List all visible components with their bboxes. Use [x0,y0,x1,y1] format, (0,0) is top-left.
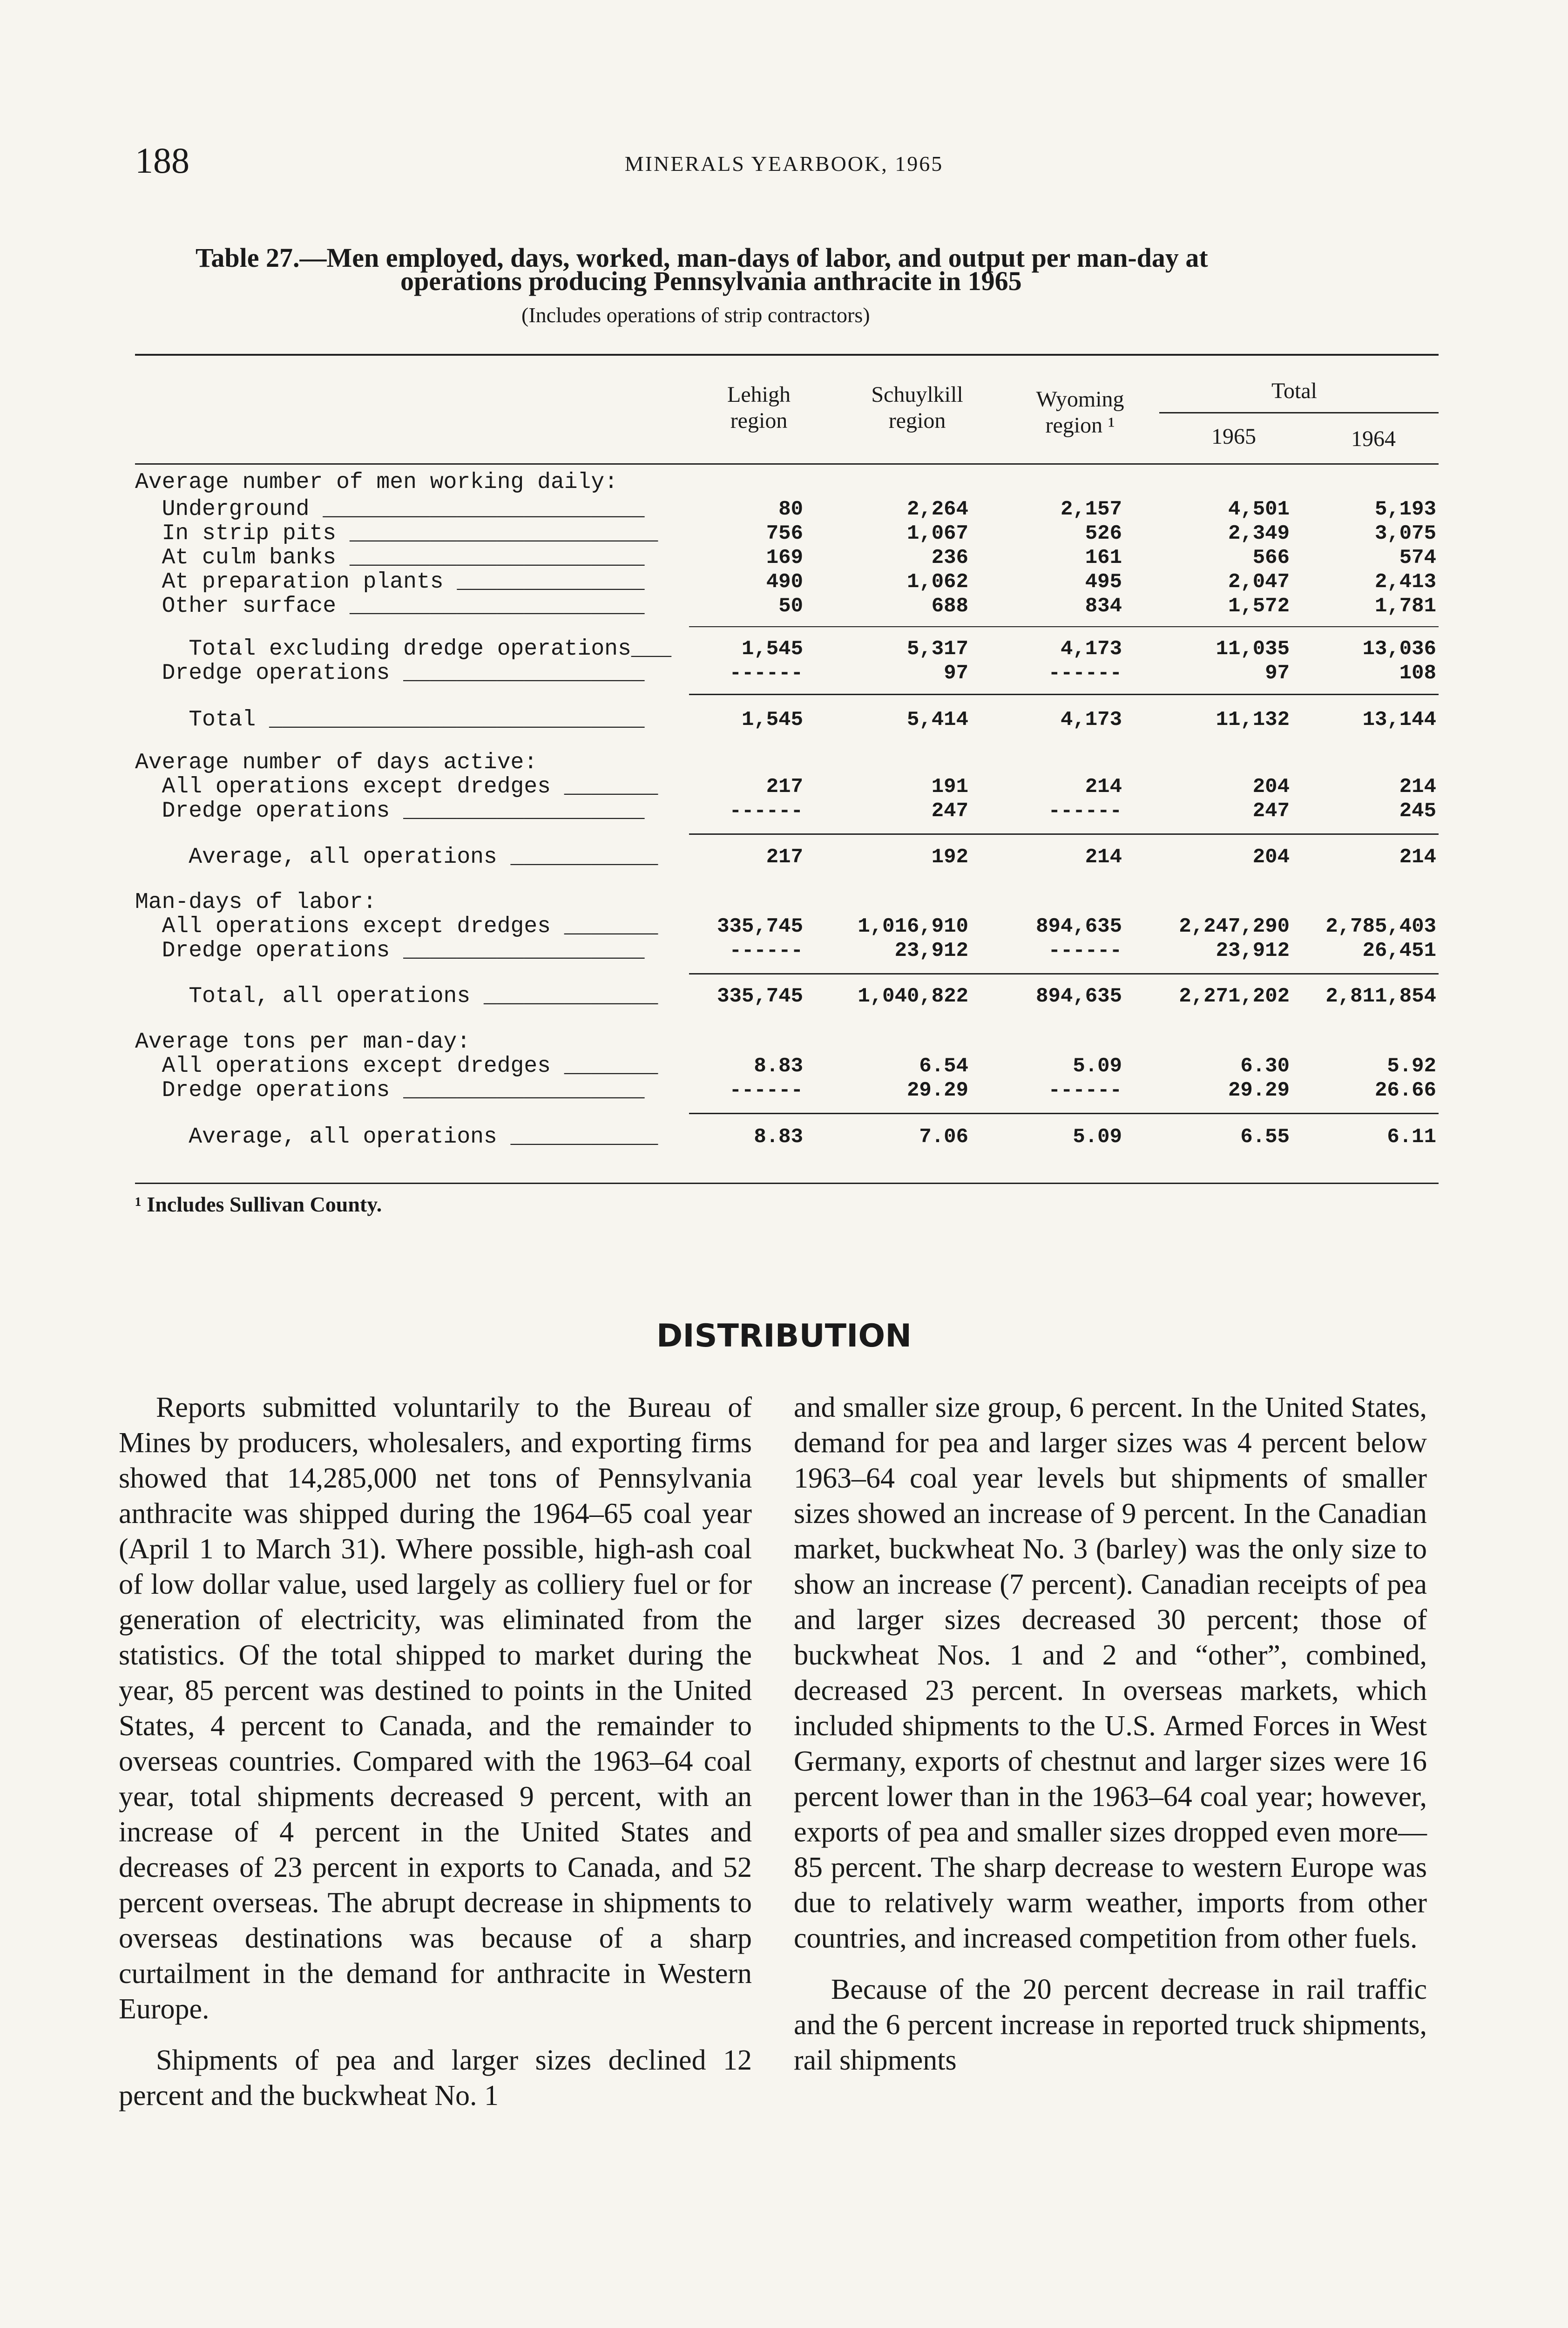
table-cell: 2,811,854 [1325,985,1436,1008]
table-cell: 5,193 [1374,498,1436,521]
table-cell: 495 [1085,570,1122,594]
table-cell: 5,317 [906,637,968,661]
table-caption-line2: operations producing Pennsylvania anthracite in 1965 [400,266,1022,296]
table-cell: 5.09 [1073,1125,1122,1149]
table-cell: 11,132 [1216,708,1290,731]
table-cell: 2,349 [1228,522,1290,545]
table-cell: 236 [931,546,968,569]
right-paragraph: Because of the 20 percent decrease in rail traffic and the 6 percent increase in reported truck shipments, rail shipments [794,1974,1427,2076]
table-cell: 834 [1085,595,1122,618]
table-section-rule [689,1113,1439,1114]
table-cell: ------ [1048,1079,1122,1102]
table-cell: ------ [1048,939,1122,962]
col-head-wyoming: Wyoming region ¹ [1036,387,1124,438]
table-section-rule [689,973,1439,975]
table-row-label: All operations except dredges _______ [135,914,658,939]
table-cell: ------ [729,799,803,823]
table-cell: 6.30 [1240,1055,1290,1078]
table-cell: 214 [1085,775,1122,799]
table-row-label: In strip pits _______________________ [135,521,658,546]
table-row-label: Average number of days active: [135,750,538,775]
table-cell: 23,912 [1216,939,1290,962]
table-cell: ------ [1048,662,1122,685]
table-cell: 1,781 [1374,595,1436,618]
table-cell: 1,016,910 [858,915,968,938]
table-cell: 2,247,290 [1179,915,1290,938]
col-head-total: Total [1271,379,1317,403]
table-cell: 247 [931,799,968,823]
table-cell: 247 [1252,799,1290,823]
table-cell: 214 [1399,775,1436,799]
table-row-label: Man-days of labor: [135,890,377,915]
table-cell: 29.29 [1228,1079,1290,1102]
table-cell: 2,157 [1060,498,1122,521]
table-caption-line1: Table 27.—Men employed, days, worked, man-days of labor, and output per man-day at [196,243,1208,273]
table-cell: 4,173 [1060,637,1122,661]
table-cell: 97 [1265,662,1290,685]
table-row-label: Average, all operations ___________ [135,1124,658,1150]
section-title: DISTRIBUTION [656,1318,912,1354]
table-cell: 214 [1085,846,1122,869]
col-head-1964: 1964 [1351,426,1396,451]
table-cell: 566 [1252,546,1290,569]
table-row-label: Average number of men working daily: [135,470,618,495]
right-column [794,1390,1427,2094]
table-cell: 756 [766,522,803,545]
table-cell: 3,075 [1374,522,1436,545]
table-cell: 2,264 [906,498,968,521]
table-row-label: At preparation plants ______________ [135,569,645,595]
table-row-label: Average tons per man-day: [135,1029,471,1055]
table-cell: 2,785,403 [1325,915,1436,938]
table-row-label: All operations except dredges _______ [135,774,658,799]
table-cell: 161 [1085,546,1122,569]
left-paragraph: Reports submitted voluntarily to the Bureau of Mines by producers, wholesalers, and exporting firms showed that 14,285,000 net tons of Pennsylvania anthracite was shipped during the 1964–65 coal year (April 1 to March 31). Where possible, high-ash coal of low dollar value, used largely as colliery fuel or for generation of electricity, was eliminated from the statistics. Of the total shipped to market during the year, 85 percent was destined to points in the United States, 4 percent to Canada, and the remainder to overseas countries. Compared with the 1963–64 coal year, total shipments decreased 9 percent, with an increase of 4 percent in the United States and decreases of 23 percent in exports to Canada, and 52 percent overseas. The abrupt decrease in shipments to overseas destinations was because of a sharp curtailment in the demand for anthracite in Western Europe. [119,1392,752,2025]
table-cell: 526 [1085,522,1122,545]
table-cell: 13,036 [1362,637,1436,661]
table-row-label: Total ____________________________ [135,707,645,732]
col-head-schuylkill: Schuylkill region [871,382,963,433]
table-top-rule [135,354,1439,356]
table-cell: 26.66 [1374,1079,1436,1102]
table-bottom-rule [135,1183,1439,1184]
table-cell: 1,062 [906,570,968,594]
right-paragraph: and smaller size group, 6 percent. In the United States, demand for pea and larger sizes was 4 percent below 1963–64 coal year levels but shipments of smaller sizes showed an increase of 9 percent. In the Canadian market, buckwheat No. 3 (barley) was the only size to show an increase (7 percent). Canadian receipts of pea and larger sizes decreased 30 percent; those of buckwheat Nos. 1 and 2 and “other”, combined, decreased 23 percent. In overseas markets, which included shipments to the U.S. Armed Forces in West Germany, exports of chestnut and larger sizes were 16 percent lower than in the 1963–64 coal year; however, exports of pea and smaller sizes dropped even more—85 percent. The sharp decrease to western Europe was due to relatively warm weather, imports from other countries, and increased competition from other fuels. [794,1392,1427,1954]
table-cell: 335,745 [717,915,803,938]
table-row-label: Other surface ______________________ [135,594,645,619]
table-cell: 688 [931,595,968,618]
table-cell: 8.83 [754,1055,803,1078]
total-header-rule [1159,412,1439,413]
table-cell: 6.54 [919,1055,968,1078]
table-cell: 5.09 [1073,1055,1122,1078]
table-cell: 2,271,202 [1179,985,1290,1008]
table-row-label: Underground ________________________ [135,497,645,522]
table-row-label: Total, all operations _____________ [135,984,658,1009]
page-number: 188 [135,140,189,181]
running-title: MINERALS YEARBOOK, 1965 [624,152,944,176]
table-cell: 1,067 [906,522,968,545]
table-subtotal-rule [689,626,1439,627]
table-cell: 1,572 [1228,595,1290,618]
table-cell: 1,545 [741,637,803,661]
table-cell: ------ [729,939,803,962]
table-cell: 50 [778,595,803,618]
table-cell: 26,451 [1362,939,1436,962]
table-cell: 214 [1399,846,1436,869]
table-cell: 8.83 [754,1125,803,1149]
table-cell: 191 [931,775,968,799]
table-cell: 5.92 [1387,1055,1436,1078]
col-head-lehigh: Lehigh region [727,382,791,433]
left-paragraph: Shipments of pea and larger sizes declined 12 percent and the buckwheat No. 1 [119,2044,752,2111]
table-cell: 217 [766,775,803,799]
table-cell: 80 [778,498,803,521]
table-caption-note: (Includes operations of strip contractors) [521,303,870,327]
table-cell: 1,545 [741,708,803,731]
table-cell: 97 [944,662,968,685]
table-cell: 5,414 [906,708,968,731]
table-cell: 169 [766,546,803,569]
table-cell: 490 [766,570,803,594]
table-cell: 4,501 [1228,498,1290,521]
table-section-rule [689,694,1439,695]
table-cell: ------ [729,1079,803,1102]
table-cell: 245 [1399,799,1436,823]
table-cell: ------ [729,662,803,685]
table-section-rule [689,833,1439,835]
table-row-label: All operations except dredges _______ [135,1054,658,1079]
table-cell: 894,635 [1036,985,1122,1008]
table-row-label: Dredge operations __________________ [135,799,645,824]
table-cell: 204 [1252,775,1290,799]
table-row-label: Dredge operations __________________ [135,661,645,686]
table-cell: 11,035 [1216,637,1290,661]
table-cell: 192 [931,846,968,869]
table-cell: 29.29 [906,1079,968,1102]
table-cell: ------ [1048,799,1122,823]
table-cell: 204 [1252,846,1290,869]
table-cell: 23,912 [894,939,968,962]
table-row-label: Total excluding dredge operations___ [135,636,672,662]
table-row-label: At culm banks ______________________ [135,545,645,570]
table-cell: 2,413 [1374,570,1436,594]
table-cell: 7.06 [919,1125,968,1149]
header-bottom-rule [135,463,1439,465]
table-cell: 574 [1399,546,1436,569]
table-cell: 217 [766,846,803,869]
table-row-label: Average, all operations ___________ [135,845,658,870]
table-cell: 13,144 [1362,708,1436,731]
table-footnote: ¹ Includes Sullivan County. [135,1192,382,1216]
table-cell: 335,745 [717,985,803,1008]
table-cell: 6.55 [1240,1125,1290,1149]
col-head-1965: 1965 [1211,424,1256,449]
table-cell: 894,635 [1036,915,1122,938]
table-row-label: Dredge operations __________________ [135,938,645,963]
table-row-label: Dredge operations __________________ [135,1078,645,1103]
table-cell: 108 [1399,662,1436,685]
table-cell: 2,047 [1228,570,1290,594]
table-cell: 1,040,822 [858,985,968,1008]
left-column [119,1390,752,2129]
table-cell: 6.11 [1387,1125,1436,1149]
table-cell: 4,173 [1060,708,1122,731]
